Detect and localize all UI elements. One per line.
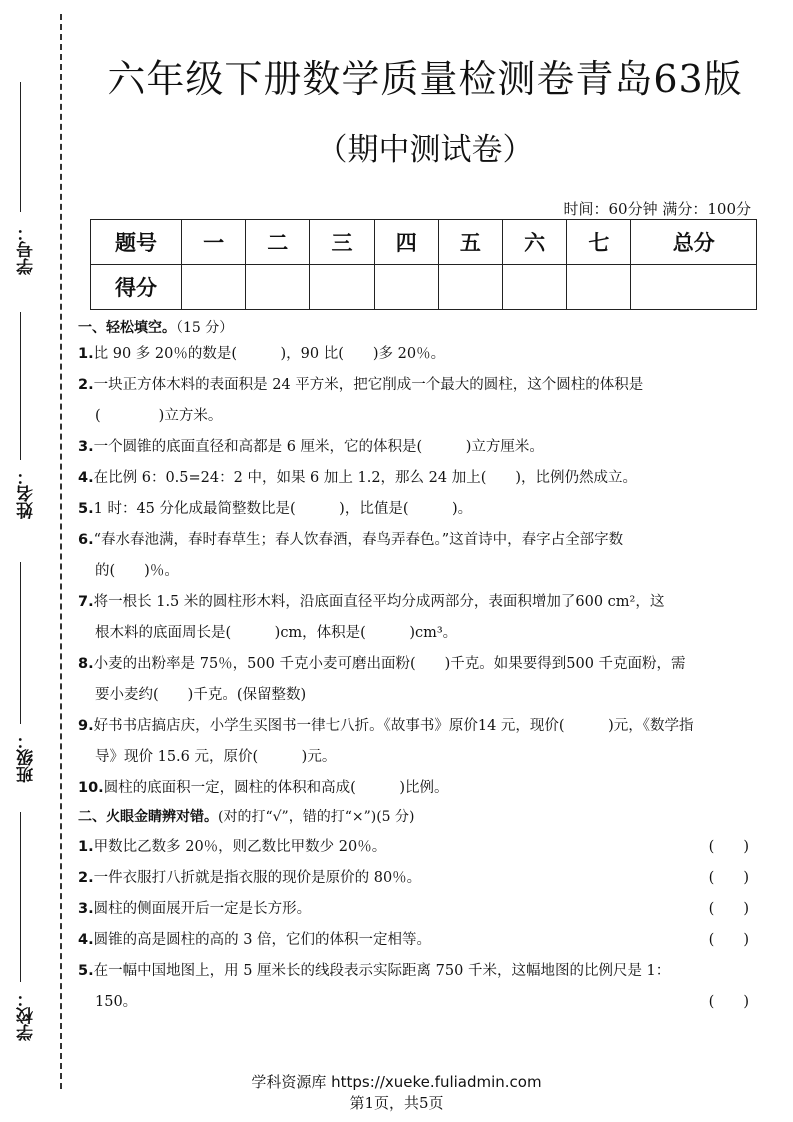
question-item (78, 711, 753, 773)
question-line (78, 894, 753, 925)
question-line (78, 649, 753, 680)
section2-title (78, 806, 753, 828)
answer-parentheses[interactable]: ( ) (708, 932, 749, 948)
class-line (20, 562, 21, 724)
score-header-cell: 五 (438, 220, 502, 265)
section1-title (78, 317, 753, 339)
score-table-header-row (91, 220, 757, 265)
question-line (78, 587, 753, 618)
score-table-score-row (91, 265, 757, 310)
question-item (78, 463, 753, 494)
time-info: 时间：60分钟 满分：100分 (563, 200, 751, 218)
question-line-text: “春水春池满，春时春草生；春人饮春酒，春鸟弄春色。”这首诗中，春字占全部字数 (93, 532, 624, 548)
question-line-text: 甲数比乙数多 20％，则乙数比甲数少 20％。 (93, 839, 387, 855)
question-line-text: 在一幅中国地图上，用 5 厘米长的线段表示实际距离 750 千米，这幅地图的比例尺是 1： (93, 963, 671, 979)
question-line (78, 494, 753, 525)
score-cell[interactable] (246, 265, 310, 310)
question-item (78, 956, 753, 1018)
question-text (78, 832, 753, 863)
score-header-cell: 六 (503, 220, 567, 265)
question-line (78, 401, 753, 432)
question-line-text: 将一根长 1.5 米的圆柱形木料，沿底面直径平均分成两部分，表面积增加了600 cm²，这 (93, 594, 665, 610)
question-item (78, 525, 753, 587)
question-text (78, 587, 753, 649)
question-line (78, 956, 753, 987)
class-label: 班级： (17, 732, 37, 783)
name-line (20, 312, 21, 460)
question-number: 2. (78, 377, 94, 393)
section1-questions (78, 339, 753, 804)
question-line (78, 556, 753, 587)
page-title: 六年级下册数学质量检测卷青岛63版 (107, 57, 743, 101)
question-number: 6. (78, 532, 94, 548)
score-table (90, 219, 757, 310)
question-text (78, 339, 753, 370)
score-cell[interactable] (182, 265, 246, 310)
answer-parentheses[interactable]: ( ) (708, 839, 749, 855)
question-line-text: 好书书店搞店庆，小学生买图书一律七八折。《故事书》原价14 元，现价( )元，《数学指 (93, 718, 694, 734)
score-cell[interactable] (503, 265, 567, 310)
score-cell[interactable] (567, 265, 631, 310)
footer-site: 学科资源库 https://xueke.fuliadmin.com (251, 1073, 542, 1091)
question-text (78, 773, 753, 804)
score-header-cell: 题号 (91, 220, 182, 265)
question-line-text: 一件衣服打八折就是指衣服的现价是原价的 80％。 (93, 870, 422, 886)
question-line-text: 一块正方体木料的表面积是 24 平方米，把它削成一个最大的圆柱，这个圆柱的体积是 (93, 377, 644, 393)
question-text (78, 711, 753, 773)
question-line (78, 370, 753, 401)
question-line-text: 小麦的出粉率是 75％，500 千克小麦可磨出面粉( )千克。如果要得到500 千克面粉，需 (93, 656, 686, 672)
question-item (78, 925, 753, 956)
question-line-text: 1 时：45 分化成最简整数比是( )，比值是( )。 (93, 501, 473, 517)
score-row-label: 得分 (91, 265, 182, 310)
section2-points: (对的打“√”，错的打“×”)(5 分) (218, 809, 415, 825)
question-line-text: 在比例 6：0.5=24：2 中，如果 6 加上 1.2，那么 24 加上( )，比例仍然成立。 (93, 470, 638, 486)
score-cell[interactable] (310, 265, 374, 310)
score-header-cell: 四 (374, 220, 438, 265)
question-item (78, 494, 753, 525)
section2-title-text: 二、火眼金睛辨对错。 (78, 809, 218, 825)
question-line (78, 832, 753, 863)
question-line-text: 圆柱的底面积一定，圆柱的体积和高成( )比例。 (103, 780, 449, 796)
question-text (78, 649, 753, 711)
question-text (78, 432, 753, 463)
question-item (78, 832, 753, 863)
score-cell[interactable] (438, 265, 502, 310)
score-header-cell: 七 (567, 220, 631, 265)
question-number: 7. (78, 594, 94, 610)
question-line-text: 导》现价 15.6 元，原价( )元。 (95, 749, 337, 765)
question-line-text: 150。 (95, 994, 138, 1010)
question-line (78, 925, 753, 956)
student-id-label: 学号： (17, 224, 37, 275)
question-line-text: ( )立方米。 (95, 408, 223, 424)
question-number: 1. (78, 839, 94, 855)
page-subtitle: （期中测试卷） (316, 132, 534, 168)
question-line (78, 463, 753, 494)
question-line (78, 525, 753, 556)
question-item (78, 587, 753, 649)
question-item (78, 863, 753, 894)
question-number: 9. (78, 718, 94, 734)
question-line-text: 一个圆锥的底面直径和高都是 6 厘米，它的体积是( )立方厘米。 (93, 439, 544, 455)
question-line-text: 要小麦约( )千克。(保留整数) (95, 687, 307, 703)
question-line (78, 432, 753, 463)
question-number: 2. (78, 870, 94, 886)
question-item (78, 370, 753, 432)
student-id-line (20, 82, 21, 212)
section1-title-text: 一、轻松填空。 (78, 320, 176, 336)
question-item (78, 432, 753, 463)
score-cell[interactable] (374, 265, 438, 310)
school-label: 学校： (17, 990, 37, 1041)
question-line (78, 339, 753, 370)
question-item (78, 649, 753, 711)
question-line-text: 的( )％。 (95, 563, 179, 579)
question-line (78, 711, 753, 742)
question-number: 1. (78, 346, 94, 362)
footer-page-number: 第1页，共5页 (349, 1094, 444, 1112)
answer-parentheses[interactable]: ( ) (708, 870, 749, 886)
question-item (78, 339, 753, 370)
score-header-cell: 三 (310, 220, 374, 265)
question-line (78, 742, 753, 773)
question-number: 5. (78, 963, 94, 979)
question-line-text: 根木料的底面周长是( )cm，体积是( )cm³。 (95, 625, 458, 641)
question-text (78, 494, 753, 525)
question-line-text: 圆锥的高是圆柱的高的 3 倍，它们的体积一定相等。 (93, 932, 432, 948)
question-number: 10. (78, 780, 104, 796)
name-label: 姓名： (17, 468, 37, 519)
question-line (78, 680, 753, 711)
question-text (78, 925, 753, 956)
question-text (78, 894, 753, 925)
question-line (78, 987, 753, 1018)
question-text (78, 956, 753, 1018)
answer-parentheses[interactable]: ( ) (708, 901, 749, 917)
question-number: 5. (78, 501, 94, 517)
question-number: 3. (78, 901, 94, 917)
score-header-cell: 二 (246, 220, 310, 265)
score-header-cell: 总分 (631, 220, 757, 265)
section2-questions (78, 832, 753, 1018)
question-line-text: 比 90 多 20％的数是( )，90 比( )多 20％。 (93, 346, 446, 362)
school-line (20, 812, 21, 982)
question-line (78, 618, 753, 649)
question-line (78, 773, 753, 804)
binding-dashed-line (60, 14, 62, 1089)
exam-content (78, 317, 753, 1018)
question-item (78, 773, 753, 804)
question-line-text: 圆柱的侧面展开后一定是长方形。 (93, 901, 312, 917)
question-number: 4. (78, 932, 94, 948)
score-header-cell: 一 (182, 220, 246, 265)
question-number: 4. (78, 470, 94, 486)
question-number: 8. (78, 656, 94, 672)
section1-points: （15 分） (176, 320, 234, 336)
question-text (78, 863, 753, 894)
question-text (78, 370, 753, 432)
question-text (78, 463, 753, 494)
question-text (78, 525, 753, 587)
score-cell[interactable] (631, 265, 757, 310)
answer-parentheses[interactable]: ( ) (708, 994, 749, 1010)
question-line (78, 863, 753, 894)
question-item (78, 894, 753, 925)
question-number: 3. (78, 439, 94, 455)
